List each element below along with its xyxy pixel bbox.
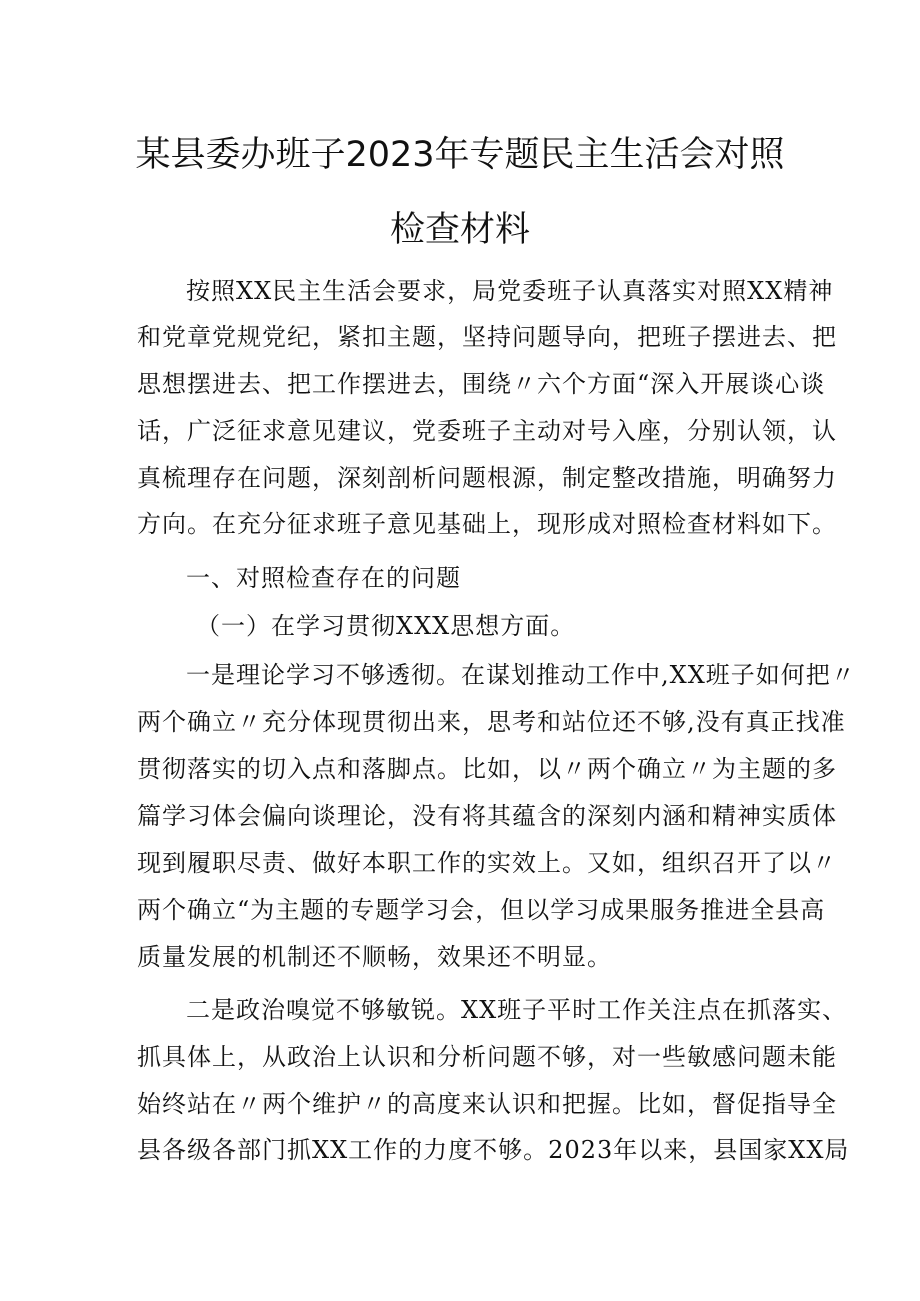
text-line: 篇学习体会偏向谈理论，没有将其蕴含的深刻内涵和精神实质体 xyxy=(137,802,837,830)
text-line: 二是政治嗅觉不够敏锐。XX班子平时工作关注点在抓落实、 xyxy=(186,996,848,1024)
text-line: 县各级各部门抓XX工作的力度不够。2023年以来，县国家XX局 xyxy=(137,1136,850,1164)
document-title-line-2: 检查材料 xyxy=(389,210,530,250)
text-line: 两个确立〃充分体现贯彻出来，思考和站位还不够,没有真正找准 xyxy=(137,708,846,736)
text-line: 现到履职尽责、做好本职工作的实效上。又如，组织召开了以〃 xyxy=(137,849,837,877)
text-line: 始终站在〃两个维护〃的高度来认识和把握。比如，督促指导全 xyxy=(137,1090,837,1118)
text-line: 按照XX民主生活会要求，局党委班子认真落实对照XX精神 xyxy=(186,277,834,305)
subsection-heading: （一）在学习贯彻XXX思想方面。 xyxy=(196,612,576,640)
text-line: 真梳理存在问题，深刻剖析问题根源，制定整改措施，明确努力 xyxy=(137,464,837,492)
text-line: 方向。在充分征求班子意见基础上，现形成对照检查材料如下。 xyxy=(137,510,837,538)
text-line: 思想摆进去、把工作摆进去，围绕〃六个方面“深入开展谈心谈 xyxy=(137,370,826,398)
text-line: 话，广泛征求意见建议，党委班子主动对号入座，分别认领，认 xyxy=(137,417,837,445)
section-heading: 一、对照检查存在的问题 xyxy=(186,564,461,592)
document-title-line-1: 某县委办班子2023年专题民主生活会对照 xyxy=(135,135,785,175)
text-line: 抓具体上，从政治上认识和分析问题不够，对一些敏感问题未能 xyxy=(137,1043,837,1071)
text-line: 一是理论学习不够透彻。在谋划推动工作中,XX班子如何把〃 xyxy=(186,661,856,689)
text-line: 两个确立“为主题的专题学习会，但以学习成果服务推进全县高 xyxy=(137,896,826,924)
text-line: 质量发展的机制还不顺畅，效果还不明显。 xyxy=(137,943,612,971)
text-line: 和党章党规党纪，紧扣主题，坚持问题导向，把班子摆进去、把 xyxy=(137,323,837,351)
text-line: 贯彻落实的切入点和落脚点。比如，以〃两个确立〃为主题的多 xyxy=(137,755,837,783)
